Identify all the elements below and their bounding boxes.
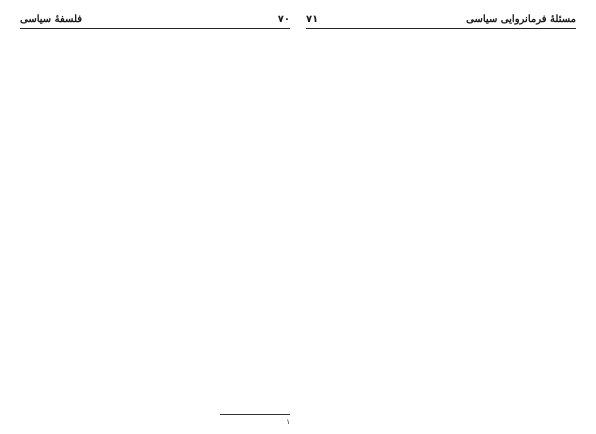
footnote-rule xyxy=(220,414,290,415)
text-line xyxy=(20,272,290,283)
text-line xyxy=(20,283,290,294)
text-line xyxy=(20,99,290,110)
text-line xyxy=(20,325,290,336)
page-number: ۷۱ xyxy=(306,14,319,25)
text-line xyxy=(428,289,577,300)
left-page xyxy=(20,8,290,428)
text-line xyxy=(20,56,290,67)
text-line xyxy=(306,304,566,315)
text-line xyxy=(306,46,576,57)
text-line xyxy=(306,88,576,99)
text-line xyxy=(306,236,576,247)
text-line xyxy=(306,378,576,389)
text-line xyxy=(306,336,576,347)
text-line xyxy=(306,120,576,131)
footnote xyxy=(20,417,290,427)
text-line xyxy=(20,166,280,177)
text-line xyxy=(306,247,576,258)
text-line xyxy=(20,177,290,188)
text-line xyxy=(20,198,290,209)
running-head-title: مسئلهٔ فرمانروایی سیاسی xyxy=(466,14,576,25)
text-line xyxy=(306,268,576,279)
running-head xyxy=(306,8,576,29)
text-line xyxy=(20,240,290,251)
text-line xyxy=(306,99,576,110)
text-line xyxy=(20,219,290,230)
text-line xyxy=(306,194,576,205)
text-line xyxy=(306,152,576,163)
text-line xyxy=(20,77,290,88)
text-line xyxy=(306,367,576,378)
text-line xyxy=(79,152,290,163)
text-line xyxy=(20,357,290,368)
running-head-title: فلسفهٔ سیاسی xyxy=(20,14,83,25)
text-line xyxy=(20,141,290,152)
text-line xyxy=(306,215,576,226)
text-line xyxy=(306,226,576,237)
text-line xyxy=(20,130,290,141)
text-line xyxy=(20,46,290,57)
text-line xyxy=(20,261,290,272)
text-line xyxy=(20,346,290,357)
text-line xyxy=(20,251,290,262)
text-line xyxy=(306,399,576,410)
text-line xyxy=(20,304,290,315)
right-page xyxy=(306,8,576,428)
text-line xyxy=(306,183,576,194)
text-line xyxy=(20,336,290,347)
text-line xyxy=(306,357,576,368)
text-line xyxy=(306,257,576,268)
text-line xyxy=(306,279,576,290)
text-line xyxy=(306,77,576,88)
text-line xyxy=(306,56,576,67)
text-line xyxy=(20,88,290,99)
text-line xyxy=(306,162,576,173)
text-line xyxy=(20,293,290,304)
text-line xyxy=(306,35,566,46)
text-line xyxy=(306,325,576,336)
text-line xyxy=(306,67,576,78)
text-line xyxy=(306,389,576,400)
text-line xyxy=(306,314,576,325)
page-number: ۷۰ xyxy=(277,14,290,25)
text-line xyxy=(20,120,290,131)
text-line xyxy=(20,367,290,378)
text-line xyxy=(306,130,576,141)
text-line xyxy=(306,346,576,357)
text-line xyxy=(20,35,280,46)
text-line xyxy=(20,389,290,400)
text-line xyxy=(20,314,290,325)
text-line xyxy=(20,187,290,198)
body-text xyxy=(20,35,290,410)
text-line xyxy=(306,173,576,184)
text-line xyxy=(306,205,576,216)
body-text xyxy=(306,35,576,420)
text-line xyxy=(20,378,290,389)
text-line xyxy=(306,109,576,120)
text-line xyxy=(20,67,290,78)
footnote-marker: ۱ xyxy=(286,417,290,426)
text-line xyxy=(365,410,576,421)
text-line xyxy=(20,109,290,120)
text-line xyxy=(306,141,576,152)
text-line xyxy=(20,399,290,410)
running-head xyxy=(20,8,290,29)
text-line xyxy=(20,209,290,220)
text-line xyxy=(20,230,290,241)
